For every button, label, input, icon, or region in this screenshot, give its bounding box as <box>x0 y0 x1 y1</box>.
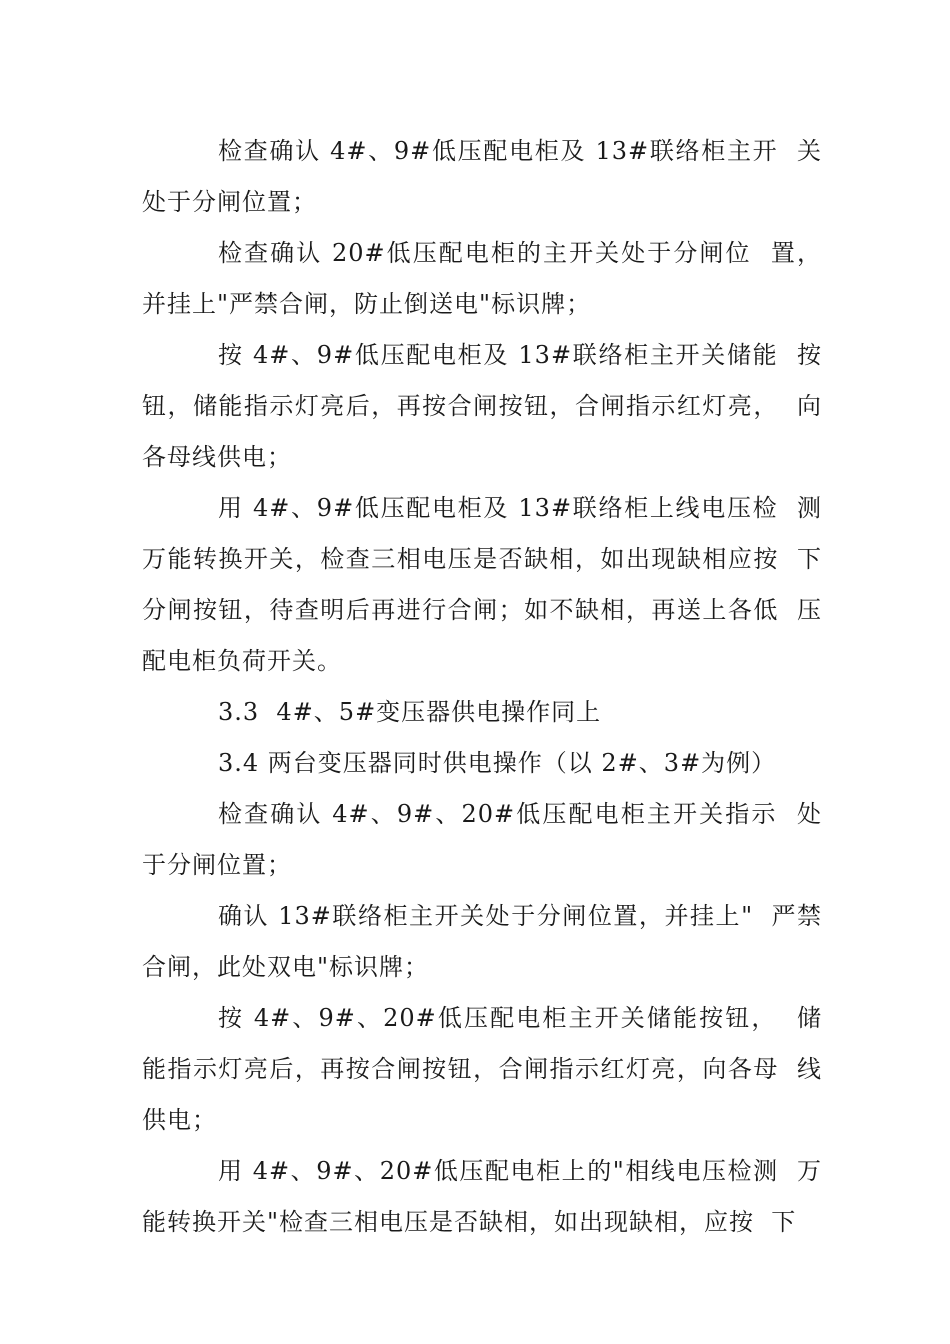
section-heading-3-3: 3.3 4#、5#变压器供电操作同上 <box>218 698 602 726</box>
paragraph-1: 检查确认 4#、9#低压配电柜及 13#联络柜主开 关处于分闸位置； <box>142 137 822 216</box>
paragraph-4: 用 4#、9#低压配电柜及 13#联络柜上线电压检 测万能转换开关，检查三相电压是否缺相，如出现缺相应按 下分闸按钮，待查明后再进行合闸；如不缺相，再送上各低 压配电柜负荷开关。 <box>142 494 822 675</box>
paragraph-2: 检查确认 20#低压配电柜的主开关处于分闸位 置，并挂上"严禁合闸，防止倒送电"标识牌； <box>142 239 822 318</box>
paragraph-3: 按 4#、9#低压配电柜及 13#联络柜主开关储能 按钮，储能指示灯亮后，再按合闸按钮，合闸指示红灯亮， 向各母线供电； <box>142 341 822 471</box>
section-heading-3-4: 3.4 两台变压器同时供电操作（以 2#、3#为例） <box>218 749 777 777</box>
paragraph-10: 用 4#、9#、20#低压配电柜上的"相线电压检测 万能转换开关"检查三相电压是否缺相，如出现缺相，应按 下 <box>142 1157 822 1236</box>
paragraph-9: 按 4#、9#、20#低压配电柜主开关储能按钮， 储能指示灯亮后，再按合闸按钮，合闸指示红灯亮，向各母 线供电； <box>142 1004 822 1134</box>
paragraph-7: 检查确认 4#、9#、20#低压配电柜主开关指示 处于分闸位置； <box>142 800 822 879</box>
paragraph-8: 确认 13#联络柜主开关处于分闸位置，并挂上" 严禁合闸，此处双电"标识牌； <box>142 902 822 981</box>
